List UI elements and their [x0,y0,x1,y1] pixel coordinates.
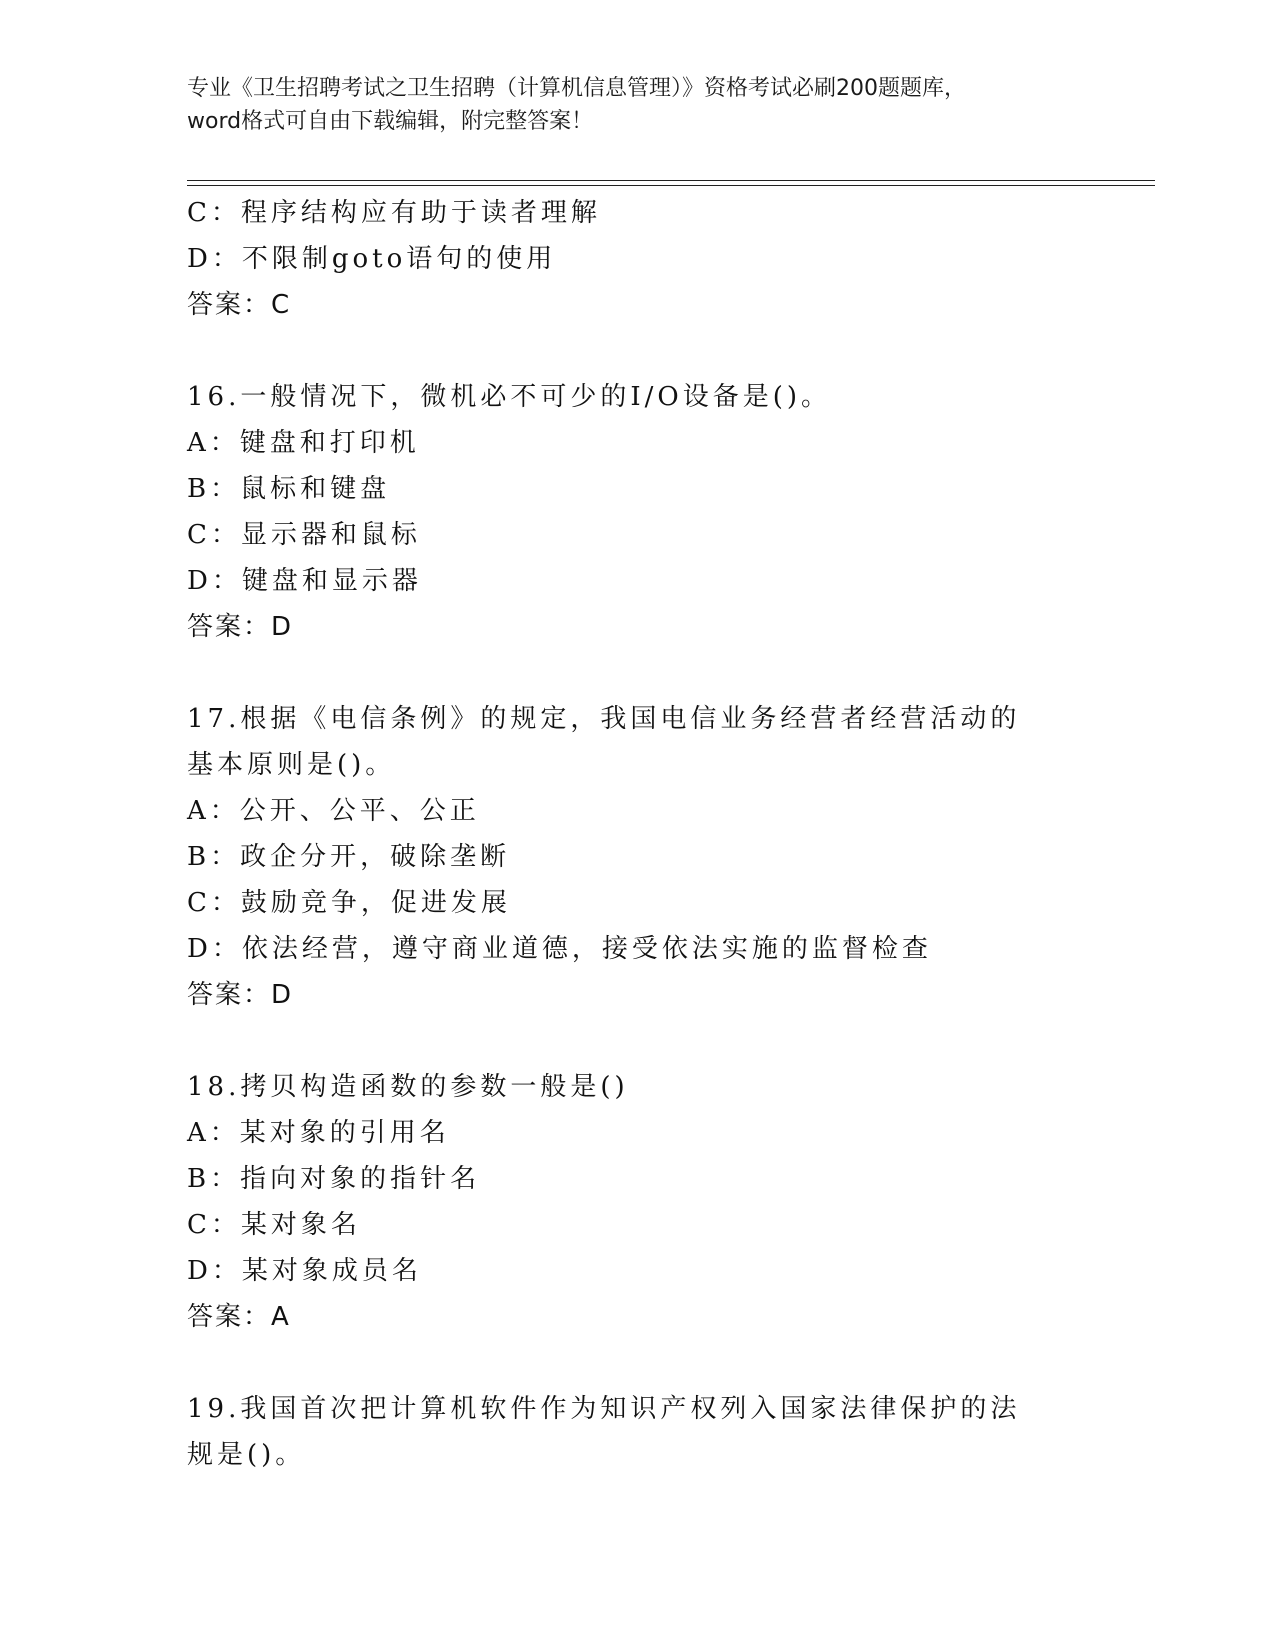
question-19 [187,1386,1087,1478]
header-line-1: 专业《卫生招聘考试之卫生招聘（计算机信息管理）》资格考试必刷200题题库， [187,76,966,101]
option-d: D：不限制goto语句的使用 [187,244,557,274]
option-c: C：显示器和鼠标 [187,520,421,550]
question-text [187,1386,1047,1478]
question-stem: 拷贝构造函数的参数一般是() [240,1072,629,1102]
question-17 [187,696,1087,1018]
option-d: D：某对象成员名 [187,1256,422,1286]
option-c: C：某对象名 [187,1210,361,1240]
option-a: A：某对象的引用名 [187,1118,450,1148]
answer-line: 答案：D [187,612,294,642]
option-b: B：鼠标和键盘 [187,474,391,504]
question-number: 17. [187,704,241,734]
header-divider-top [187,180,1155,181]
partial-question [187,190,1087,328]
option-a: A：公开、公平、公正 [187,796,480,826]
option-c: C：程序结构应有助于读者理解 [187,198,601,228]
question-number: 16. [187,382,241,412]
answer-line: 答案：D [187,980,294,1010]
question-text [187,1064,1087,1110]
question-text [187,696,1047,788]
header-divider-bottom [187,185,1155,186]
option-b: B：指向对象的指针名 [187,1164,481,1194]
document-header [187,72,1087,138]
question-number: 18. [187,1072,241,1102]
question-text [187,374,1087,420]
question-stem: 根据《电信条例》的规定，我国电信业务经营者经营活动的基本原则是()。 [187,704,1021,780]
option-d: D：键盘和显示器 [187,566,422,596]
question-stem: 一般情况下，微机必不可少的I/O设备是()。 [240,382,831,412]
question-16 [187,374,1087,650]
option-b: B：政企分开，破除垄断 [187,842,511,872]
answer-line: 答案：C [187,290,292,320]
question-number: 19. [187,1394,241,1424]
question-18 [187,1064,1087,1340]
answer-line: 答案：A [187,1302,291,1332]
question-content [187,190,1087,1478]
option-d: D：依法经营，遵守商业道德，接受依法实施的监督检查 [187,934,932,964]
option-a: A：键盘和打印机 [187,428,420,458]
option-c: C：鼓励竞争，促进发展 [187,888,511,918]
question-stem: 我国首次把计算机软件作为知识产权列入国家法律保护的法规是()。 [187,1394,1021,1470]
header-line-2: word格式可自由下载编辑，附完整答案！ [187,109,594,134]
